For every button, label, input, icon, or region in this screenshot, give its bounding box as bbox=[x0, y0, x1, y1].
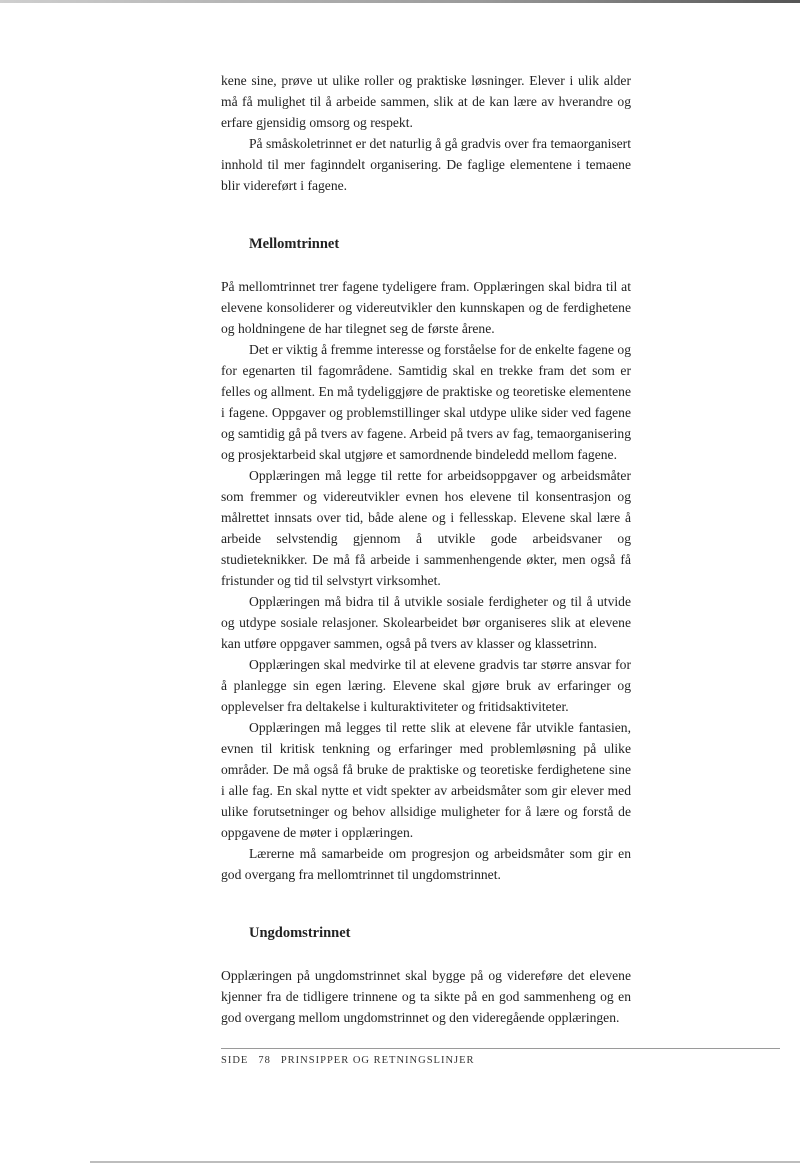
paragraph: På småskoletrinnet er det naturlig å gå gradvis over fra temaorganisert innhold til mer faginndelt organisering. De faglige elementene i temaene blir videreført i fagene. bbox=[221, 136, 631, 193]
paragraph: På mellomtrinnet trer fagene tydeligere fram. Opplæringen skal bidra til at elevene konsoliderer og videreutvikler den kunnskapen og de ferdighetene og holdningene de har tilegnet seg de første årene. bbox=[221, 279, 631, 336]
paragraph: Opplæringen må legge til rette for arbeidsoppgaver og arbeidsmåter som fremmer og videreutvikler evnen hos elevene til konsentrasjon og målrettet innsats over tid, både alene og i fellesskap. Elevene skal lære å arbeide selvstendig gjennom å utvikle gode arbeidsvaner og studieteknikker. De må få arbeide i sammenhengende økter, men også få fristunder og tid til selvstyrt virksomhet. bbox=[221, 468, 631, 588]
footer-chapter-title: PRINSIPPER OG RETNINGSLINJER bbox=[280, 1055, 475, 1066]
section-heading-mellomtrinnet: Mellomtrinnet bbox=[249, 236, 340, 252]
paragraph: Opplæringen skal medvirke til at elevene gradvis tar større ansvar for å planlegge sin egen læring. Elevene skal gjøre bruk av erfaringer og opplevelser fra deltakelse i kulturaktiviteter og fritidsaktiviteter. bbox=[221, 657, 631, 714]
paragraph: Lærerne må samarbeide om progresjon og arbeidsmåter som gir en god overgang fra mellomtrinnet til ungdomstrinnet. bbox=[221, 846, 631, 882]
paragraph: kene sine, prøve ut ulike roller og praktiske løsninger. Elever i ulik alder må få mulighet til å arbeide sammen, slik at de kan lære av hverandre og erfare gjensidig omsorg og respekt. bbox=[221, 73, 631, 130]
paragraph: Det er viktig å fremme interesse og forståelse for de enkelte fagene og for egenarten til fagområdene. Samtidig skal en trekke fram det som er felles og allment. En må tydeliggjøre de praktiske og teoretiske elementene i fagene. Oppgaver og problemstillinger skal utdype ulike sider ved fagene og samtidig gå på tvers av fagene. Arbeid på tvers av fag, temaorganisering og prosjektarbeid skal utgjøre et samordnende bindeledd mellom fagene. bbox=[221, 342, 631, 462]
page-number: 78 bbox=[258, 1055, 271, 1066]
body-text bbox=[221, 70, 631, 1028]
bottom-edge-rule bbox=[90, 1161, 800, 1163]
footer-side-label: SIDE bbox=[221, 1055, 249, 1066]
paragraph: Opplæringen på ungdomstrinnet skal bygge på og videreføre det elevene kjenner fra de tidligere trinnene og ta sikte på en god sammenheng og en god overgang mellom ungdomstrinnet og den videregående opplæringen. bbox=[221, 968, 631, 1025]
paragraph: Opplæringen må legges til rette slik at elevene får utvikle fantasien, evnen til kritisk tenkning og erfaringer med problemløsning på ulike områder. De må også få bruke de praktiske og teoretiske ferdighetene sine i alle fag. En skal nytte et vidt spekter av arbeidsmåter som gir elever med ulike forutsetninger og behov allsidige muligheter for å lære og forstå de oppgavene de møter i opplæringen. bbox=[221, 720, 631, 840]
section-heading-ungdomstrinnet: Ungdomstrinnet bbox=[249, 925, 351, 941]
page-footer bbox=[221, 1048, 780, 1066]
top-edge-rule bbox=[0, 0, 800, 3]
paragraph: Opplæringen må bidra til å utvikle sosiale ferdigheter og til å utvide og utdype sosiale relasjoner. Skolearbeidet bør organiseres slik at elevene kan utføre oppgaver sammen, også på tvers av klasser og klassetrinn. bbox=[221, 594, 631, 651]
